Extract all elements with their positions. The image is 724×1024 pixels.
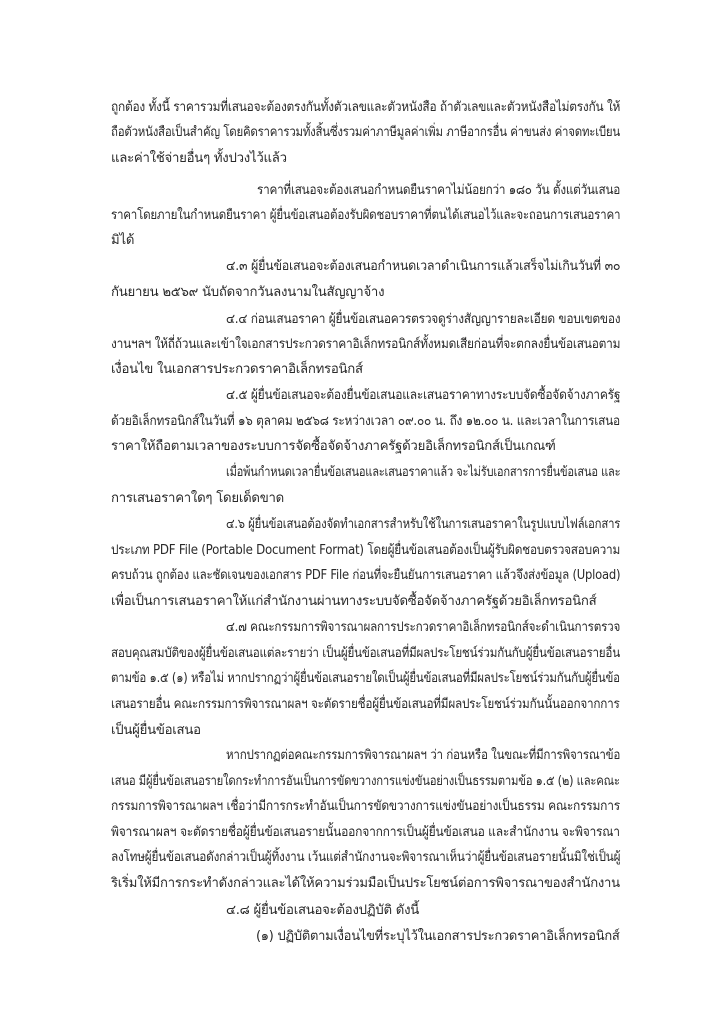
text-line: ลงโทษผู้ยื่นข้อเสนอดังกล่าวเป็นผู้ทิ้งงาน เว้นแต่สำนักงานจะพิจารณาเห็นว่าผู้ยื่นข้อเสนอรายนั้นมิใช่เป็นผู้ [111,850,621,865]
text-line: พิจารณาผลฯ จะตัดรายชื่อผู้ยื่นข้อเสนอรายนั้นออกจากการเป็นผู้ยื่นข้อเสนอ และสำนักงาน จะพิจารณา [111,825,620,840]
text-line: มิได้ [111,233,135,248]
text-line: ครบถ้วน ถูกต้อง และชัดเจนของเอกสาร PDF File ก่อนที่จะยืนยันการเสนอราคา แล้วจึงส่งข้อมูล (Upload) [111,568,621,583]
clause-4-4-line: ๔.๔ ก่อนเสนอราคา ผู้ยื่นข้อเสนอควรตรวจดูร่างสัญญารายละเอียด ขอบเขตของ [226,312,621,327]
text-line: ราคาที่เสนอจะต้องเสนอกำหนดยืนราคาไม่น้อยกว่า ๑๘๐ วัน ตั้งแต่วันเสนอ [257,183,621,198]
clause-4-5-line: ๔.๕ ผู้ยื่นข้อเสนอจะต้องยื่นข้อเสนอและเสนอราคาทางระบบจัดซื้อจัดจ้างภาครัฐ [226,388,621,403]
text-line: ประเภท PDF File (Portable Document Format) โดยผู้ยื่นข้อเสนอต้องเป็นผู้รับผิดชอบตรวจสอบความ [111,543,621,558]
text-line: เป็นผู้ยื่นข้อเสนอ [111,723,201,738]
text-line: ราคาให้ถือตามเวลาของระบบการจัดซื้อจัดจ้างภาครัฐด้วยอิเล็กทรอนิกส์เป็นเกณฑ์ [111,439,556,454]
text-line: ริเริ่มให้มีการกระทำดังกล่าวและได้ให้ความร่วมมือเป็นประโยชน์ต่อการพิจารณาของสำนักงาน [111,876,620,891]
text-line: เสนอ มีผู้ยื่นข้อเสนอรายใดกระทำการอันเป็นการขัดขวางการแข่งขันอย่างเป็นธรรมตามข้อ ๑.๕ (๒) และคณะ [111,774,620,789]
text-line: ถือตัวหนังสือเป็นสำคัญ โดยคิดราคารวมทั้งสิ้นซึ่งรวมค่าภาษีมูลค่าเพิ่ม ภาษีอากรอื่น ค่าขนส่ง ค่าจดทะเบียน [111,125,621,140]
text-line: เงื่อนไข ในเอกสารประกวดราคาอิเล็กทรอนิกส์ [111,362,363,377]
text-line: เมื่อพ้นกำหนดเวลายื่นข้อเสนอและเสนอราคาแล้ว จะไม่รับเอกสารการยื่นข้อเสนอ และ [226,465,621,480]
text-line: ตามข้อ ๑.๕ (๑) หรือไม่ หากปรากฏว่าผู้ยื่นข้อเสนอรายใดเป็นผู้ยื่นข้อเสนอที่มีผลประโยชน์ร่วมกันกับผู้ยื่นข้อ [111,671,620,686]
clause-4-8-line: ๔.๘ ผู้ยื่นข้อเสนอจะต้องปฏิบัติ ดังนี้ [226,903,420,918]
sub-item-1-line: (๑) ปฏิบัติตามเงื่อนไขที่ระบุไว้ในเอกสารประกวดราคาอิเล็กทรอนิกส์ [256,929,620,944]
text-line: งานฯลฯ ให้ถี่ถ้วนและเข้าใจเอกสารประกวดราคาอิเล็กทรอนิกส์ทั้งหมดเสียก่อนที่จะตกลงยื่นข้อเสนอตาม [111,337,621,352]
text-line: การเสนอราคาใดๆ โดยเด็ดขาด [111,491,284,506]
clause-4-7-line: ๔.๗ คณะกรรมการพิจารณาผลการประกวดราคาอิเล็กทรอนิกส์จะดำเนินการตรวจ [226,620,621,635]
text-line: ด้วยอิเล็กทรอนิกส์ในวันที่ ๑๖ ตุลาคม ๒๕๖๘ ระหว่างเวลา ๐๙.๐๐ น. ถึง ๑๒.๐๐ น. และเวลาในการเสนอ [111,414,620,429]
clause-4-6-line: ๔.๖ ผู้ยื่นข้อเสนอต้องจัดทำเอกสารสำหรับใช้ในการเสนอราคาในรูปแบบไฟล์เอกสาร [226,517,621,532]
clause-4-3-line: ๔.๓ ผู้ยื่นข้อเสนอจะต้องเสนอกำหนดเวลาดำเนินการแล้วเสร็จไม่เกินวันที่ ๓๐ [226,259,621,274]
text-line: หากปรากฏต่อคณะกรรมการพิจารณาผลฯ ว่า ก่อนหรือ ในขณะที่มีการพิจารณาข้อ [226,748,621,763]
text-line: ราคาโดยภายในกำหนดยืนราคา ผู้ยื่นข้อเสนอต้องรับผิดชอบราคาที่ตนได้เสนอไว้และจะถอนการเสนอราคา [111,208,621,223]
text-line: และค่าใช้จ่ายอื่นๆ ทั้งปวงไว้แล้ว [111,151,287,166]
text-line: กันยายน ๒๕๖๙ นับถัดจากวันลงนามในสัญญาจ้าง [111,285,385,300]
text-line: ถูกต้อง ทั้งนี้ ราคารวมที่เสนอจะต้องตรงกันทั้งตัวเลขและตัวหนังสือ ถ้าตัวเลขและตัวหนังสือไม่ตรงกัน ให้ [111,100,621,115]
text-line: กรรมการพิจารณาผลฯ เชื่อว่ามีการกระทำอันเป็นการขัดขวางการแข่งขันอย่างเป็นธรรม คณะกรรมการ [111,799,620,814]
text-line: สอบคุณสมบัติของผู้ยื่นข้อเสนอแต่ละรายว่า เป็นผู้ยื่นข้อเสนอที่มีผลประโยชน์ร่วมกันกับผู้ยื่นข้อเสนอรายอื่น [111,646,620,661]
text-line: เพื่อเป็นการเสนอราคาให้แก่สำนักงานผ่านทางระบบจัดซื้อจัดจ้างภาครัฐด้วยอิเล็กทรอนิกส์ [111,594,597,609]
text-line: เสนอรายอื่น คณะกรรมการพิจารณาผลฯ จะตัดรายชื่อผู้ยื่นข้อเสนอที่มีผลประโยชน์ร่วมกันนั้นออกจากการ [111,697,620,712]
